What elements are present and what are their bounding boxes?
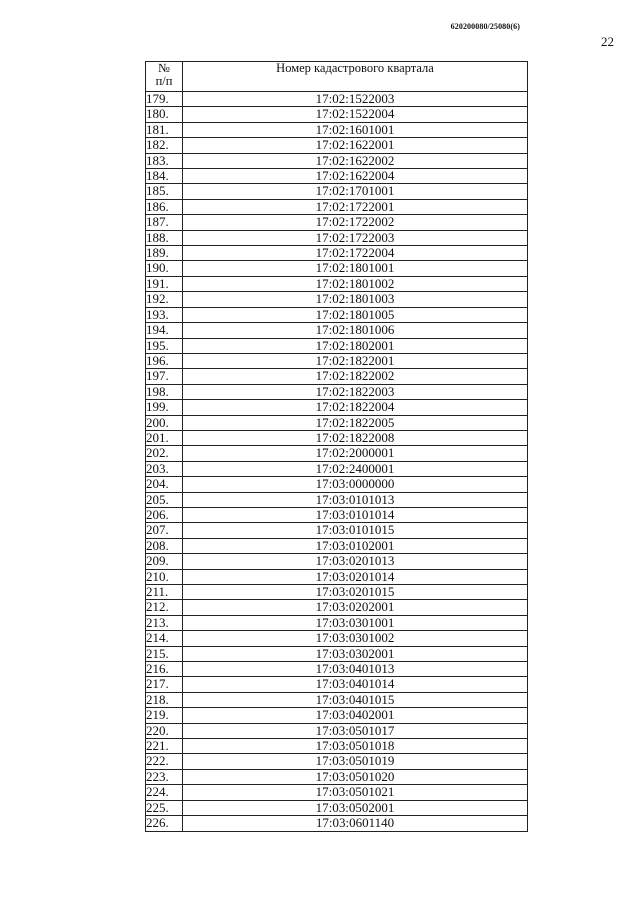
- table-row: [146, 153, 528, 168]
- cadastral-quarter-number: 17:03:0101013: [183, 492, 528, 507]
- row-number: 192.: [146, 292, 183, 307]
- row-number: 225.: [146, 800, 183, 815]
- row-number: 196.: [146, 353, 183, 368]
- row-number: 190.: [146, 261, 183, 276]
- row-number: 223.: [146, 769, 183, 784]
- row-number: 207.: [146, 523, 183, 538]
- cadastral-quarter-number: 17:02:1802001: [183, 338, 528, 353]
- table-row: [146, 461, 528, 476]
- table-row: [146, 369, 528, 384]
- cadastral-quarter-number: 17:02:1801005: [183, 307, 528, 322]
- table-row: [146, 261, 528, 276]
- cadastral-quarter-number: 17:03:0301002: [183, 631, 528, 646]
- table-row: [146, 415, 528, 430]
- row-number: 193.: [146, 307, 183, 322]
- table-row: [146, 215, 528, 230]
- cadastral-quarter-number: 17:02:1801002: [183, 276, 528, 291]
- table-header-row: [146, 62, 528, 92]
- row-number: 181.: [146, 122, 183, 137]
- cadastral-quarter-number: 17:02:1722001: [183, 199, 528, 214]
- cadastral-quarter-number: 17:03:0501019: [183, 754, 528, 769]
- cadastral-quarter-number: 17:02:1722003: [183, 230, 528, 245]
- row-number: 182.: [146, 138, 183, 153]
- row-number: 220.: [146, 723, 183, 738]
- table-row: [146, 92, 528, 107]
- cadastral-quarter-number: 17:03:0501021: [183, 785, 528, 800]
- row-number: 222.: [146, 754, 183, 769]
- row-number: 198.: [146, 384, 183, 399]
- row-number: 180.: [146, 107, 183, 122]
- table-row: [146, 246, 528, 261]
- cadastral-quarter-number: 17:02:1722004: [183, 246, 528, 261]
- table-row: [146, 569, 528, 584]
- cadastral-quarter-number: 17:02:1822001: [183, 353, 528, 368]
- table-row: [146, 662, 528, 677]
- table-row: [146, 384, 528, 399]
- row-number: 215.: [146, 646, 183, 661]
- table-row: [146, 523, 528, 538]
- table-row: [146, 754, 528, 769]
- table-row: [146, 292, 528, 307]
- table-row: [146, 585, 528, 600]
- row-number: 209.: [146, 554, 183, 569]
- row-number: 203.: [146, 461, 183, 476]
- cadastral-quarter-number: 17:02:1822008: [183, 430, 528, 445]
- cadastral-quarter-number: 17:02:1722002: [183, 215, 528, 230]
- cadastral-quarter-number: 17:03:0201015: [183, 585, 528, 600]
- header-number: [146, 62, 183, 92]
- table-row: [146, 554, 528, 569]
- row-number: 205.: [146, 492, 183, 507]
- table-row: [146, 276, 528, 291]
- table-row: [146, 538, 528, 553]
- row-number: 188.: [146, 230, 183, 245]
- table-row: [146, 785, 528, 800]
- cadastral-quarter-number: 17:03:0301001: [183, 615, 528, 630]
- header-cadastral-quarter: Номер кадастрового квартала: [183, 62, 528, 92]
- table-row: [146, 646, 528, 661]
- row-number: 179.: [146, 92, 183, 107]
- cadastral-quarter-number: 17:02:1801003: [183, 292, 528, 307]
- row-number: 212.: [146, 600, 183, 615]
- table-row: [146, 353, 528, 368]
- row-number: 183.: [146, 153, 183, 168]
- cadastral-quarter-number: 17:02:1522003: [183, 92, 528, 107]
- row-number: 191.: [146, 276, 183, 291]
- cadastral-quarter-number: 17:03:0201014: [183, 569, 528, 584]
- cadastral-quarter-number: 17:03:0201013: [183, 554, 528, 569]
- table-row: [146, 477, 528, 492]
- cadastral-quarter-number: 17:02:1822003: [183, 384, 528, 399]
- table-row: [146, 631, 528, 646]
- row-number: 217.: [146, 677, 183, 692]
- row-number: 199.: [146, 400, 183, 415]
- table-row: [146, 338, 528, 353]
- cadastral-quarter-number: 17:03:0401014: [183, 677, 528, 692]
- table-row: [146, 199, 528, 214]
- table-row: [146, 615, 528, 630]
- row-number: 201.: [146, 430, 183, 445]
- cadastral-quarter-number: 17:03:0501017: [183, 723, 528, 738]
- row-number: 210.: [146, 569, 183, 584]
- table-row: [146, 230, 528, 245]
- table-row: [146, 107, 528, 122]
- cadastral-quarter-number: 17:03:0102001: [183, 538, 528, 553]
- table-row: [146, 692, 528, 707]
- row-number: 194.: [146, 323, 183, 338]
- document-code: 620200080/25080(6): [450, 22, 520, 31]
- row-number: 185.: [146, 184, 183, 199]
- cadastral-quarter-number: 17:02:1622002: [183, 153, 528, 168]
- cadastral-quarters-table: [145, 61, 528, 832]
- table-row: [146, 122, 528, 137]
- table-row: [146, 507, 528, 522]
- cadastral-quarter-number: 17:02:2400001: [183, 461, 528, 476]
- row-number: 200.: [146, 415, 183, 430]
- cadastral-quarter-number: 17:03:0101015: [183, 523, 528, 538]
- header-number-label: № п/п: [155, 61, 173, 88]
- cadastral-quarter-number: 17:03:0501020: [183, 769, 528, 784]
- row-number: 187.: [146, 215, 183, 230]
- page-number: 22: [601, 34, 614, 49]
- cadastral-quarter-number: 17:02:1801001: [183, 261, 528, 276]
- cadastral-quarter-number: 17:02:1801006: [183, 323, 528, 338]
- cadastral-quarter-number: 17:02:1601001: [183, 122, 528, 137]
- table-row: [146, 816, 528, 831]
- row-number: 221.: [146, 739, 183, 754]
- cadastral-quarter-number: 17:02:1522004: [183, 107, 528, 122]
- table-row: [146, 138, 528, 153]
- cadastral-quarter-number: 17:02:1622004: [183, 169, 528, 184]
- row-number: 218.: [146, 692, 183, 707]
- table-row: [146, 307, 528, 322]
- table-row: [146, 800, 528, 815]
- row-number: 224.: [146, 785, 183, 800]
- cadastral-quarter-number: 17:03:0402001: [183, 708, 528, 723]
- table-row: [146, 400, 528, 415]
- cadastral-quarter-number: 17:03:0000000: [183, 477, 528, 492]
- table-row: [146, 677, 528, 692]
- table-row: [146, 739, 528, 754]
- row-number: 197.: [146, 369, 183, 384]
- table-row: [146, 600, 528, 615]
- table-row: [146, 708, 528, 723]
- row-number: 211.: [146, 585, 183, 600]
- table-row: [146, 769, 528, 784]
- table-body: [146, 92, 528, 832]
- table-row: [146, 184, 528, 199]
- cadastral-quarter-number: 17:03:0502001: [183, 800, 528, 815]
- table-row: [146, 492, 528, 507]
- row-number: 204.: [146, 477, 183, 492]
- cadastral-quarter-number: 17:02:1822005: [183, 415, 528, 430]
- cadastral-quarter-number: 17:02:2000001: [183, 446, 528, 461]
- cadastral-quarter-number: 17:03:0302001: [183, 646, 528, 661]
- table-row: [146, 169, 528, 184]
- table-row: [146, 430, 528, 445]
- row-number: 226.: [146, 816, 183, 831]
- cadastral-quarter-number: 17:03:0101014: [183, 507, 528, 522]
- row-number: 213.: [146, 615, 183, 630]
- row-number: 202.: [146, 446, 183, 461]
- cadastral-quarter-number: 17:02:1622001: [183, 138, 528, 153]
- cadastral-quarter-number: 17:03:0401013: [183, 662, 528, 677]
- cadastral-quarter-number: 17:03:0501018: [183, 739, 528, 754]
- cadastral-quarter-number: 17:02:1822004: [183, 400, 528, 415]
- row-number: 219.: [146, 708, 183, 723]
- cadastral-quarter-number: 17:02:1701001: [183, 184, 528, 199]
- row-number: 206.: [146, 507, 183, 522]
- row-number: 186.: [146, 199, 183, 214]
- cadastral-quarter-number: 17:03:0601140: [183, 816, 528, 831]
- cadastral-quarter-number: 17:03:0401015: [183, 692, 528, 707]
- cadastral-quarter-number: 17:02:1822002: [183, 369, 528, 384]
- table-row: [146, 323, 528, 338]
- row-number: 189.: [146, 246, 183, 261]
- row-number: 208.: [146, 538, 183, 553]
- row-number: 184.: [146, 169, 183, 184]
- row-number: 214.: [146, 631, 183, 646]
- row-number: 195.: [146, 338, 183, 353]
- cadastral-quarter-number: 17:03:0202001: [183, 600, 528, 615]
- table-row: [146, 446, 528, 461]
- table-row: [146, 723, 528, 738]
- row-number: 216.: [146, 662, 183, 677]
